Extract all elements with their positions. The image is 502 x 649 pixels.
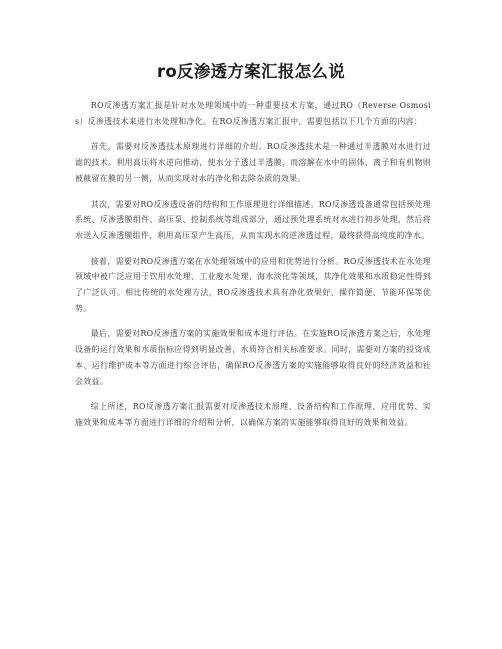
paragraph-evaluation: 最后，需要对RO反渗透方案的实施效果和成本进行评估。在实施RO反渗透方案之后，水处理设备的运行效果和水质指标应得到明显改善，水质符合相关标准要求。同时，需要对方案的投资成本、运行维护成本等方面进行综合评估，确保RO反渗透方案的实施能够取得良好的经济效益和社会效益。 — [75, 329, 431, 386]
paragraph-principle: 首先，需要对反渗透技术原理进行详细的介绍。RO反渗透技术是一种通过半透膜对水进行过滤的技术。利用高压将水逆向推动，使水分子透过半透膜，而溶解在水中的固体、离子和有机物则被截留在膜的另一侧，从而实现对水的净化和去除杂质的效果。 — [75, 142, 431, 183]
paragraph-equipment: 其次，需要对RO反渗透设备的结构和工作原理进行详细描述。RO反渗透设备通常包括预处理系统、反渗透膜组件、高压泵、控制系统等组成部分，通过预处理系统对水进行初步处理，然后将水送入反渗透膜组件，利用高压泵产生高压，从而实现水的逆渗透过程，最终获得高纯度的净水。 — [75, 199, 431, 240]
paragraph-summary: 综上所述，RO反渗透方案汇报需要对反渗透技术原理、设备结构和工作原理、应用优势、实施效果和成本等方面进行详细的介绍和分析，以确保方案的实施能够取得良好的效果和效益。 — [75, 402, 431, 427]
document-title: ro反渗透方案汇报怎么说 — [156, 62, 346, 81]
document-body — [75, 98, 431, 431]
paragraph-intro: RO反渗透方案汇报是针对水处理领域中的一种重要技术方案，通过RO（Reverse Osmosis）反渗透技术来进行水处理和净化。在RO反渗透方案汇报中，需要包括以下几个方面的内容： — [75, 101, 431, 126]
paragraph-application: 接着，需要对RO反渗透方案在水处理领域中的应用和优势进行分析。RO反渗透技术在水处理领域中被广泛应用于饮用水处理、工业废水处理、海水淡化等领域，其净化效果和水质稳定性得到了广泛认可。相比传统的水处理方法，RO反渗透技术具有净化效果好、操作简便、节能环保等优势。 — [75, 256, 431, 313]
